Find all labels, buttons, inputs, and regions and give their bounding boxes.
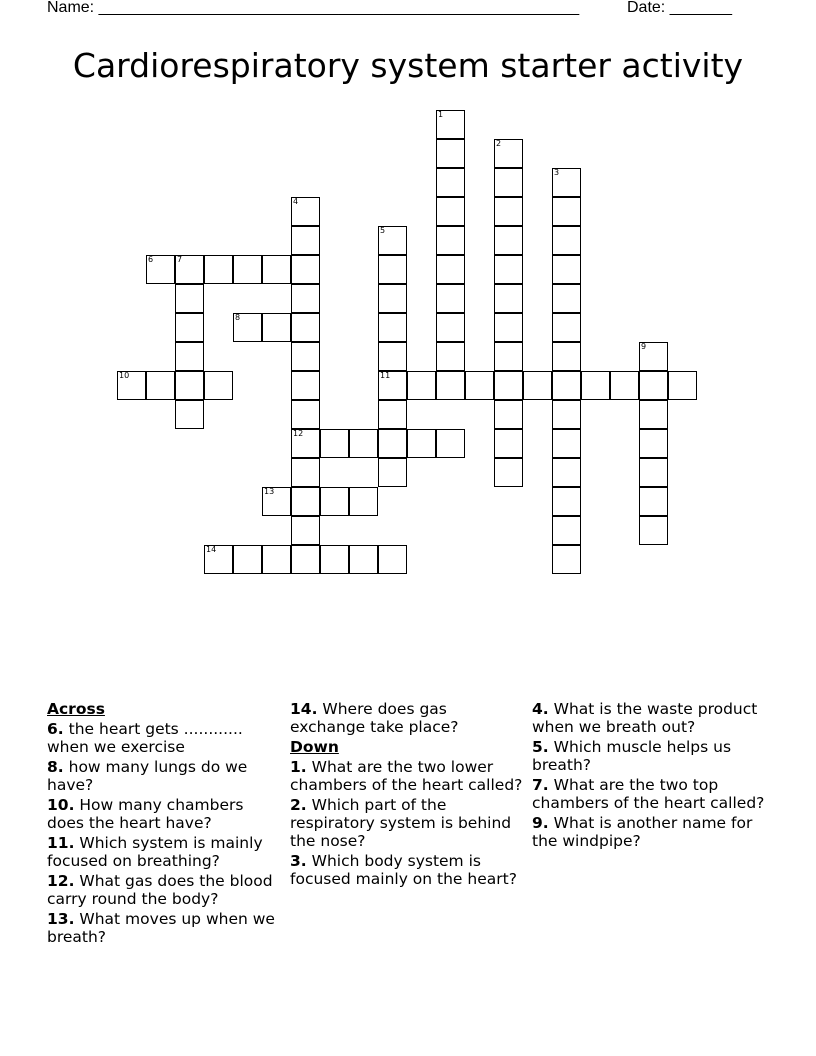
clue-number-label: 4 [293, 197, 299, 206]
crossword-cell[interactable] [349, 545, 378, 574]
across-heading: Across [47, 700, 105, 718]
crossword-cell[interactable] [233, 313, 262, 342]
date-field-label: Date: _______ [627, 0, 732, 16]
crossword-cell[interactable] [378, 313, 407, 342]
clue-across-10 [47, 796, 285, 832]
crossword-cell[interactable] [291, 516, 320, 545]
crossword-cell[interactable] [291, 545, 320, 574]
crossword-cell[interactable] [291, 197, 320, 226]
crossword-cell[interactable] [552, 487, 581, 516]
crossword-cell[interactable] [320, 429, 349, 458]
crossword-cell[interactable] [436, 284, 465, 313]
crossword-cell[interactable] [639, 400, 668, 429]
clue-text: how many lungs do we have? [47, 758, 248, 794]
crossword-cell[interactable] [175, 371, 204, 400]
clue-text: How many chambers does the heart have? [47, 796, 244, 832]
crossword-cell[interactable] [436, 197, 465, 226]
crossword-cell[interactable] [494, 371, 523, 400]
clue-down-3 [290, 852, 526, 888]
clue-number: 12. [47, 872, 75, 890]
crossword-cell[interactable] [233, 255, 262, 284]
clue-down-4 [532, 700, 772, 736]
crossword-cell[interactable] [494, 168, 523, 197]
crossword-cell[interactable] [378, 342, 407, 371]
crossword-cell[interactable] [465, 371, 494, 400]
clue-text: What are the two top chambers of the heart called? [532, 776, 765, 812]
crossword-cell[interactable] [552, 458, 581, 487]
crossword-cell[interactable] [494, 255, 523, 284]
crossword-cell[interactable] [639, 487, 668, 516]
crossword-cell[interactable] [378, 284, 407, 313]
clue-number-label: 8 [235, 313, 241, 322]
crossword-cell[interactable] [552, 313, 581, 342]
crossword-cell[interactable] [204, 255, 233, 284]
crossword-cell[interactable] [639, 458, 668, 487]
crossword-cell[interactable] [378, 458, 407, 487]
clues-column-2 [290, 700, 526, 890]
clue-number-label: 9 [641, 342, 647, 351]
crossword-cell[interactable] [494, 342, 523, 371]
crossword-cell[interactable] [349, 487, 378, 516]
down-heading: Down [290, 738, 339, 756]
crossword-cell[interactable] [291, 458, 320, 487]
crossword-cell[interactable] [581, 371, 610, 400]
crossword-cell[interactable] [639, 516, 668, 545]
crossword-cell[interactable] [436, 255, 465, 284]
clue-number-label: 11 [380, 371, 391, 380]
crossword-cell[interactable] [436, 371, 465, 400]
clue-number: 7. [532, 776, 549, 794]
crossword-cell[interactable] [436, 168, 465, 197]
clue-down-2 [290, 796, 526, 850]
crossword-cell[interactable] [117, 371, 146, 400]
clue-text: Where does gas exchange take place? [290, 700, 459, 736]
clue-number: 14. [290, 700, 318, 718]
clue-text: What moves up when we breath? [47, 910, 275, 946]
crossword-cell[interactable] [552, 371, 581, 400]
crossword-cell[interactable] [639, 429, 668, 458]
crossword-cell[interactable] [378, 226, 407, 255]
crossword-cell[interactable] [639, 342, 668, 371]
crossword-cell[interactable] [204, 545, 233, 574]
crossword-cell[interactable] [262, 313, 291, 342]
crossword-cell[interactable] [552, 516, 581, 545]
clue-number: 11. [47, 834, 75, 852]
clue-number-label: 10 [119, 371, 130, 380]
crossword-cell[interactable] [146, 255, 175, 284]
clues-column-3 [532, 700, 772, 852]
crossword-cell[interactable] [552, 255, 581, 284]
crossword-cell[interactable] [378, 371, 407, 400]
clue-down-9 [532, 814, 772, 850]
clue-number: 5. [532, 738, 549, 756]
crossword-cell[interactable] [494, 458, 523, 487]
crossword-cell[interactable] [668, 371, 697, 400]
clue-down-1 [290, 758, 526, 794]
crossword-cell[interactable] [146, 371, 175, 400]
crossword-cell[interactable] [494, 313, 523, 342]
crossword-cell[interactable] [378, 429, 407, 458]
crossword-cell[interactable] [436, 313, 465, 342]
crossword-cell[interactable] [291, 429, 320, 458]
crossword-cell[interactable] [494, 284, 523, 313]
crossword-cell[interactable] [552, 342, 581, 371]
crossword-cell[interactable] [378, 545, 407, 574]
crossword-cell[interactable] [494, 400, 523, 429]
crossword-cell[interactable] [291, 371, 320, 400]
crossword-cell[interactable] [436, 139, 465, 168]
clue-text: What are the two lower chambers of the heart called? [290, 758, 523, 794]
crossword-cell[interactable] [494, 226, 523, 255]
crossword-cell[interactable] [552, 226, 581, 255]
crossword-cell[interactable] [639, 371, 668, 400]
crossword-cell[interactable] [378, 255, 407, 284]
crossword-cell[interactable] [291, 255, 320, 284]
clue-number-label: 3 [554, 168, 560, 177]
crossword-cell[interactable] [175, 255, 204, 284]
crossword-cell[interactable] [175, 313, 204, 342]
clue-number: 10. [47, 796, 75, 814]
clue-number-label: 5 [380, 226, 386, 235]
clue-text: the heart gets ............ when we exercise [47, 720, 243, 756]
crossword-cell[interactable] [436, 342, 465, 371]
crossword-cell[interactable] [262, 545, 291, 574]
crossword-cell[interactable] [407, 371, 436, 400]
crossword-cell[interactable] [552, 545, 581, 574]
crossword-cell[interactable] [494, 429, 523, 458]
clue-number: 4. [532, 700, 549, 718]
clue-number-label: 14 [206, 545, 217, 554]
crossword-cell[interactable] [175, 342, 204, 371]
clue-number-label: 2 [496, 139, 502, 148]
clue-text: What is another name for the windpipe? [532, 814, 753, 850]
name-field-label: Name: ______________________________________________________ [47, 0, 580, 16]
crossword-cell[interactable] [436, 110, 465, 139]
clues-column-1 [47, 700, 285, 948]
crossword-cell[interactable] [610, 371, 639, 400]
crossword-cell[interactable] [262, 487, 291, 516]
crossword-cell[interactable] [175, 400, 204, 429]
clue-across-11 [47, 834, 285, 870]
crossword-cell[interactable] [291, 284, 320, 313]
clue-number: 1. [290, 758, 307, 776]
clue-across-8 [47, 758, 285, 794]
clue-number-label: 7 [177, 255, 183, 264]
clue-number: 3. [290, 852, 307, 870]
clue-text: What gas does the blood carry round the body? [47, 872, 273, 908]
crossword-cell[interactable] [552, 168, 581, 197]
clue-across-12 [47, 872, 285, 908]
crossword-cell[interactable] [494, 139, 523, 168]
crossword-cell[interactable] [291, 342, 320, 371]
page-title: Cardiorespiratory system starter activity [72, 46, 744, 85]
clue-number-label: 13 [264, 487, 275, 496]
crossword-cell[interactable] [204, 371, 233, 400]
clue-down-7 [532, 776, 772, 812]
clue-across-13 [47, 910, 285, 946]
crossword-cell[interactable] [320, 487, 349, 516]
crossword-cell[interactable] [233, 545, 262, 574]
crossword-cell[interactable] [291, 400, 320, 429]
clue-number-label: 12 [293, 429, 304, 438]
crossword-cell[interactable] [262, 255, 291, 284]
clue-down-5 [532, 738, 772, 774]
crossword-cell[interactable] [349, 429, 378, 458]
clue-text: Which part of the respiratory system is behind the nose? [290, 796, 512, 850]
clue-number: 2. [290, 796, 307, 814]
crossword-cell[interactable] [523, 371, 552, 400]
crossword-cell[interactable] [175, 284, 204, 313]
crossword-cell[interactable] [378, 400, 407, 429]
clue-number: 9. [532, 814, 549, 832]
crossword-cell[interactable] [436, 429, 465, 458]
crossword-cell[interactable] [407, 429, 436, 458]
crossword-cell[interactable] [291, 487, 320, 516]
crossword-cell[interactable] [552, 429, 581, 458]
clue-text: Which system is mainly focused on breathing? [47, 834, 263, 870]
crossword-cell[interactable] [291, 226, 320, 255]
clue-number: 8. [47, 758, 64, 776]
crossword-cell[interactable] [552, 197, 581, 226]
clue-across-14 [290, 700, 526, 736]
crossword-cell[interactable] [320, 545, 349, 574]
clue-across-6 [47, 720, 285, 756]
crossword-cell[interactable] [436, 226, 465, 255]
crossword-cell[interactable] [552, 400, 581, 429]
crossword-cell[interactable] [291, 313, 320, 342]
clue-text: Which muscle helps us breath? [532, 738, 732, 774]
clue-number-label: 6 [148, 255, 154, 264]
crossword-cell[interactable] [494, 197, 523, 226]
clue-text: What is the waste product when we breath out? [532, 700, 758, 736]
clue-number: 13. [47, 910, 75, 928]
clue-number: 6. [47, 720, 64, 738]
clue-number-label: 1 [438, 110, 444, 119]
crossword-cell[interactable] [552, 284, 581, 313]
clue-text: Which body system is focused mainly on the heart? [290, 852, 517, 888]
